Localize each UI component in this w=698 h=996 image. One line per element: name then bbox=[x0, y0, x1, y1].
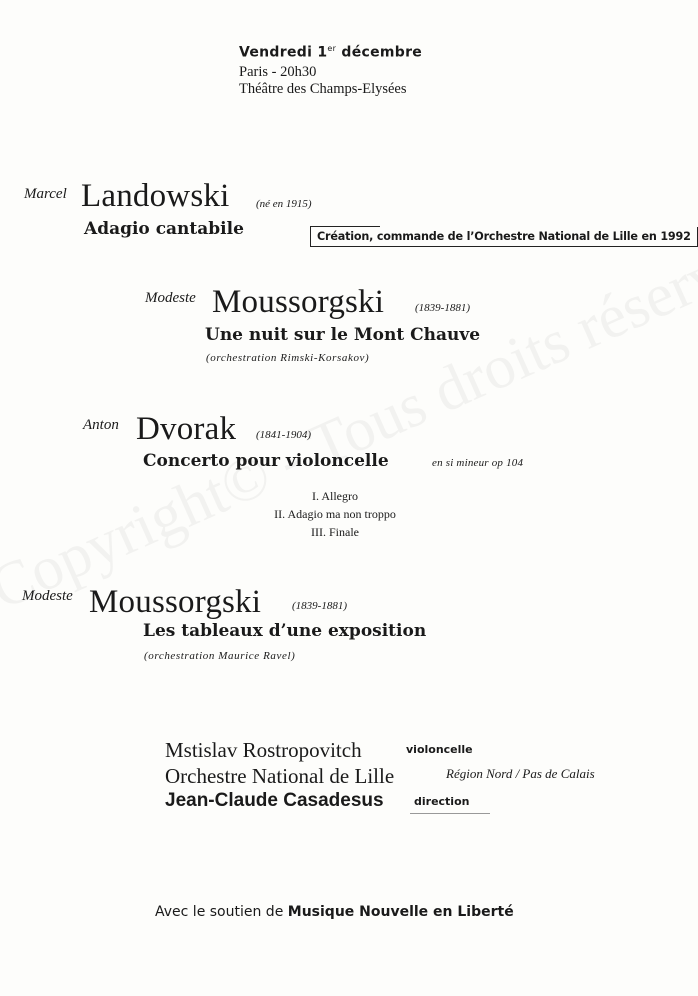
sponsor-prefix: Avec le soutien de bbox=[155, 904, 288, 920]
composer-first-name: Modeste bbox=[22, 588, 73, 604]
orchestration-note: (orchestration Rimski-Korsakov) bbox=[206, 352, 370, 364]
orchestration-note: (orchestration Maurice Ravel) bbox=[144, 650, 296, 662]
movement-list bbox=[200, 487, 470, 541]
venue: Théâtre des Champs-Elysées bbox=[239, 81, 407, 97]
performer-name: Orchestre National de Lille bbox=[165, 764, 395, 788]
work-title: Adagio cantabile bbox=[84, 219, 244, 239]
date-prefix: Vendredi 1 bbox=[239, 44, 328, 61]
premiere-note-top-rule bbox=[310, 226, 380, 227]
composer-dates: (né en 1915) bbox=[256, 198, 312, 210]
performer-role: violoncelle bbox=[406, 743, 473, 756]
city-time: Paris - 20h30 bbox=[239, 64, 317, 80]
divider bbox=[410, 813, 490, 814]
composer-last-name: Moussorgski bbox=[212, 284, 385, 320]
composer-dates: (1841-1904) bbox=[256, 429, 311, 441]
date-suffix: décembre bbox=[336, 44, 423, 61]
composer-last-name: Moussorgski bbox=[89, 584, 262, 620]
premiere-note bbox=[310, 227, 698, 247]
date-superscript: er bbox=[327, 44, 337, 53]
work-title: Concerto pour violoncelle bbox=[143, 451, 389, 471]
composer-first-name: Marcel bbox=[24, 186, 67, 202]
performer-name: Mstislav Rostropovitch bbox=[165, 738, 362, 762]
movement-item: I. Allegro bbox=[312, 489, 358, 503]
performer-role: Région Nord / Pas de Calais bbox=[446, 766, 595, 781]
composer-dates: (1839-1881) bbox=[415, 302, 470, 314]
sponsor-line bbox=[155, 904, 514, 920]
work-title: Les tableaux d’une exposition bbox=[143, 621, 427, 641]
work-title: Une nuit sur le Mont Chauve bbox=[205, 325, 481, 345]
composer-dates: (1839-1881) bbox=[292, 600, 347, 612]
premiere-note-text: Création, commande de l’Orchestre National de Lille en 1992 bbox=[317, 230, 691, 243]
performer-role: direction bbox=[414, 795, 470, 808]
composer-first-name: Anton bbox=[83, 417, 119, 433]
performer-name: Jean-Claude Casadesus bbox=[165, 790, 384, 811]
movement-item: III. Finale bbox=[311, 525, 359, 539]
work-key: en si mineur op 104 bbox=[432, 457, 524, 469]
composer-last-name: Dvorak bbox=[136, 411, 237, 447]
composer-last-name: Landowski bbox=[81, 178, 230, 214]
movement-item: II. Adagio ma non troppo bbox=[274, 507, 396, 521]
sponsor-name: Musique Nouvelle en Liberté bbox=[287, 904, 514, 920]
composer-first-name: Modeste bbox=[145, 290, 196, 306]
concert-date bbox=[239, 44, 422, 61]
